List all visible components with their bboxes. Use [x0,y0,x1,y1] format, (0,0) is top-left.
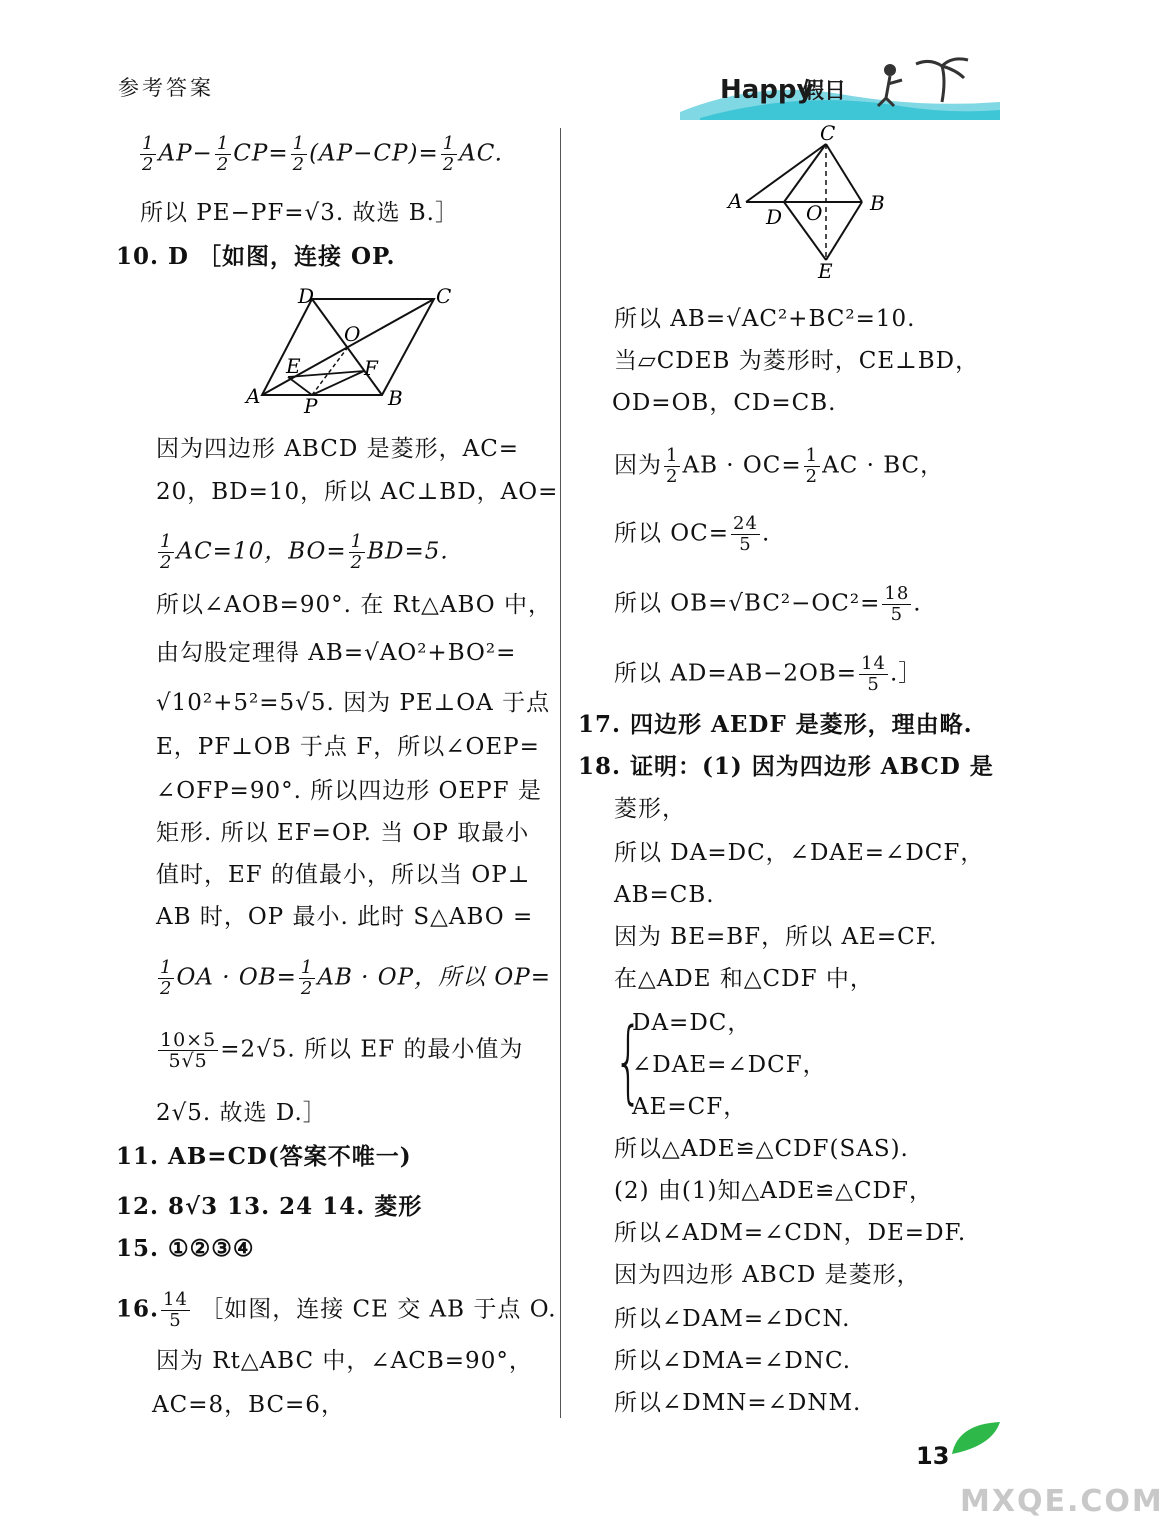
left-line-2: 所以 PE−PF=√3. 故选 B.］ [140,200,459,226]
proof-system-line-1: DA=DC， [632,1010,752,1036]
happy-holiday-banner [680,50,1000,120]
proof-line-8: 所以∠ADM=∠CDN，DE=DF. [614,1220,967,1246]
page-number: 13 [916,1442,950,1470]
left-para-5: 由勾股定理得 AB=√AO²+BO²= [156,640,517,666]
fraction-half: $\frac{1}{2}$ [216,133,230,175]
right-line-7: 所以 AD=AB−2OB= $\frac{14}{5}$ .］ [614,653,923,695]
svg-text:B: B [870,191,885,215]
left-para-3: $\frac{1}{2}$ AC=10，BO= $\frac{1}{2}$ BD=5. [160,531,449,573]
question-16-line-2: 因为 Rt△ABC 中，∠ACB=90°， [156,1348,533,1374]
proof-line-9: 因为四边形 ABCD 是菱形， [614,1262,921,1288]
question-17: 17. 四边形 AEDF 是菱形，理由略. [578,711,973,738]
svg-text:F: F [364,356,378,380]
left-line-1: $\frac{1}{2}$ AP− $\frac{1}{2}$ CP= $\frac{1}{2}$ (AP−CP)= $\frac{1}{2}$ AC. [142,133,503,175]
svg-text:P: P [304,394,318,418]
question-15: 15. ①②③④ [116,1235,255,1262]
question-12-14: 12. 8√3 13. 24 14. 菱形 [116,1193,423,1220]
svg-text:A: A [246,384,261,408]
right-line-5: 所以 OC= $\frac{24}{5}$ . [614,513,771,555]
left-para-8: ∠OFP=90°. 所以四边形 OEPF 是 [156,778,542,804]
svg-text:C: C [436,284,452,308]
proof-line-1: 菱形， [614,796,686,822]
left-para-13: $\frac{10\times 5}{5√5}$ =2√5. 所以 EF 的最小值为 [160,1029,524,1072]
right-line-1: 所以 AB=√AC²+BC²=10. [614,306,916,332]
leaf-icon [948,1418,1008,1458]
left-para-7: E，PF⊥OB 于点 F，所以∠OEP= [156,734,540,760]
proof-line-12: 所以∠DMN=∠DNM. [614,1390,862,1416]
proof-line-5: 在△ADE 和△CDF 中， [614,966,874,992]
person-icon [878,64,902,106]
left-para-14: 2√5. 故选 D.］ [156,1100,327,1126]
figure-rhombus-cdeb [722,122,902,282]
proof-system-line-2: ∠DAE=∠DCF， [632,1052,827,1078]
svg-text:B: B [388,386,403,410]
question-18: 18. 证明：(1) 因为四边形 ABCD 是 [578,753,994,780]
svg-text:D: D [298,284,315,308]
proof-line-6: 所以△ADE≌△CDF(SAS). [614,1136,909,1162]
proof-line-4: 因为 BE=BF，所以 AE=CF. [614,924,938,950]
banner-happy-text: Happy [720,75,814,105]
fraction-half: $\frac{1}{2}$ [292,133,306,175]
right-line-3: OD=OB，CD=CB. [612,390,837,416]
question-10: 10. D ［如图，连接 OP. [116,243,396,270]
proof-line-11: 所以∠DMA=∠DNC. [614,1348,852,1374]
left-para-10: 值时，EF 的值最小，所以当 OP⊥ [156,862,531,888]
proof-line-2: 所以 DA=DC，∠DAE=∠DCF， [614,840,985,866]
header-title: 参考答案 [118,76,214,100]
svg-text:O: O [806,201,823,225]
proof-line-10: 所以∠DAM=∠DCN. [614,1306,851,1332]
left-para-9: 矩形. 所以 EF=OP. 当 OP 取最小 [156,820,530,846]
proof-line-7: (2) 由(1)知△ADE≌△CDF， [614,1178,933,1204]
svg-text:C: C [820,121,836,145]
fraction-half: $\frac{1}{2}$ [442,133,456,175]
left-para-12: $\frac{1}{2}$ OA · OB= $\frac{1}{2}$ AB · OP，所以 OP= [160,957,552,999]
svg-text:E: E [818,259,833,283]
proof-line-3: AB=CB. [614,882,715,908]
palm-tree-icon [916,59,968,102]
left-para-2: 20，BD=10，所以 AC⊥BD，AO= [156,479,559,505]
banner-holiday-text: 假日 [802,79,847,104]
left-para-11: AB 时，OP 最小. 此时 S△ABO = [156,904,534,930]
question-16: 16. $\frac{14}{5}$ ［如图，连接 CE 交 AB 于点 O. [116,1289,557,1331]
proof-system-line-3: AE=CF， [632,1094,748,1120]
fraction-half: $\frac{1}{2}$ [142,133,155,175]
left-para-6: √10²+5²=5√5. 因为 PE⊥OA 于点 [156,690,551,716]
column-divider [560,128,561,1418]
svg-text:O: O [344,322,361,346]
watermark: MXQE.COM [960,1484,1164,1519]
svg-text:A: A [728,189,743,213]
question-16-line-3: AC=8，BC=6， [152,1392,345,1418]
left-para-4: 所以∠AOB=90°. 在 Rt△ABO 中， [156,592,552,618]
svg-text:D: D [766,205,783,229]
left-para-1: 因为四边形 ABCD 是菱形，AC= [156,436,520,462]
system-brace: { [614,1009,643,1114]
right-line-6: 所以 OB=√BC²−OC²= $\frac{18}{5}$ . [614,583,922,625]
question-11: 11. AB=CD(答案不唯一) [116,1143,412,1170]
right-line-4: 因为 $\frac{1}{2}$ AB · OC= $\frac{1}{2}$ AC · BC， [614,445,945,487]
right-line-2: 当▱CDEB 为菱形时，CE⊥BD， [614,348,980,374]
figure-rhombus-abcd [240,284,460,418]
svg-text:E: E [286,354,301,378]
